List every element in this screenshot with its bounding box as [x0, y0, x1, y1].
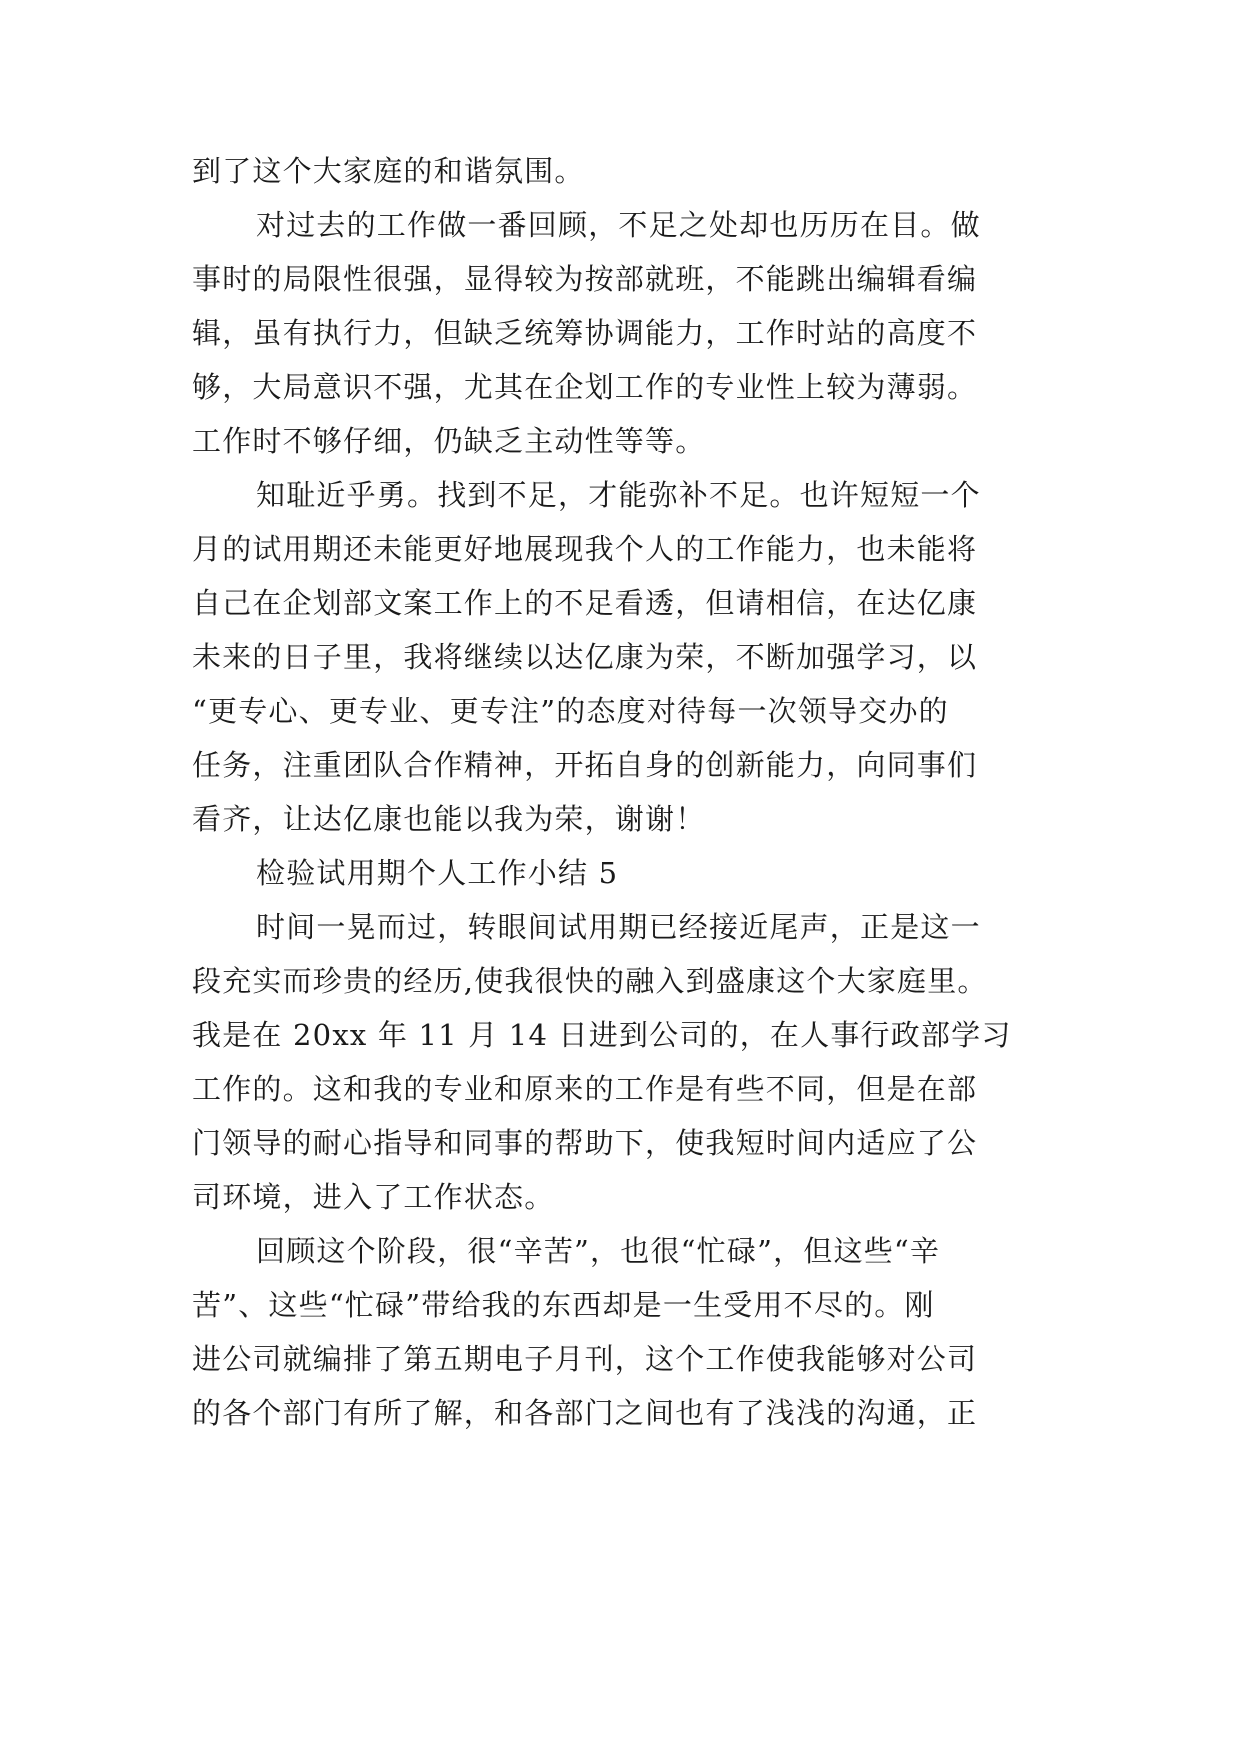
paragraph-start-line: 知耻近乎勇。找到不足，才能弥补不足。也许短短一个: [256, 478, 981, 512]
text-line: 月的试用期还未能更好地展现我个人的工作能力，也未能将: [192, 532, 978, 566]
text-line: 门领导的耐心指导和同事的帮助下，使我短时间内适应了公: [192, 1126, 978, 1160]
paragraph-start-line: 对过去的工作做一番回顾，不足之处却也历历在目。做: [256, 208, 981, 242]
text-line: 辑，虽有执行力，但缺乏统筹协调能力，工作时站的高度不: [192, 316, 978, 350]
text-line: 够，大局意识不强，尤其在企划工作的专业性上较为薄弱。: [192, 370, 978, 404]
text-line: 自己在企划部文案工作上的不足看透，但请相信，在达亿康: [192, 586, 978, 620]
text-line: 到了这个大家庭的和谐氛围。: [192, 154, 585, 188]
paragraph-start-line: 回顾这个阶段，很“辛苦”，也很“忙碌”，但这些“辛: [256, 1234, 941, 1268]
text-line: 未来的日子里，我将继续以达亿康为荣，不断加强学习，以: [192, 640, 978, 674]
text-line: 工作时不够仔细，仍缺乏主动性等等。: [192, 424, 706, 458]
text-line: 事时的局限性很强，显得较为按部就班，不能跳出编辑看编: [192, 262, 978, 296]
section-heading: 检验试用期个人工作小结 5: [256, 856, 619, 890]
text-line: 司环境，进入了工作状态。: [192, 1180, 555, 1214]
text-line: 苦”、这些“忙碌”带给我的东西却是一生受用不尽的。刚: [192, 1288, 935, 1322]
paragraph-start-line: 时间一晃而过，转眼间试用期已经接近尾声，正是这一: [256, 910, 981, 944]
text-line: “更专心、更专业、更专注”的态度对待每一次领导交办的: [192, 694, 949, 728]
text-line: 看齐，让达亿康也能以我为荣，谢谢！: [192, 802, 706, 836]
text-line: 任务，注重团队合作精神，开拓自身的创新能力，向同事们: [192, 748, 978, 782]
text-line: 段充实而珍贵的经历,使我很快的融入到盛康这个大家庭里。: [192, 964, 988, 998]
text-line: 我是在 20xx 年 11 月 14 日进到公司的，在人事行政部学习: [192, 1018, 1012, 1052]
text-line: 的各个部门有所了解，和各部门之间也有了浅浅的沟通，正: [192, 1396, 978, 1430]
text-line: 进公司就编排了第五期电子月刊，这个工作使我能够对公司: [192, 1342, 978, 1376]
text-line: 工作的。这和我的专业和原来的工作是有些不同，但是在部: [192, 1072, 978, 1106]
